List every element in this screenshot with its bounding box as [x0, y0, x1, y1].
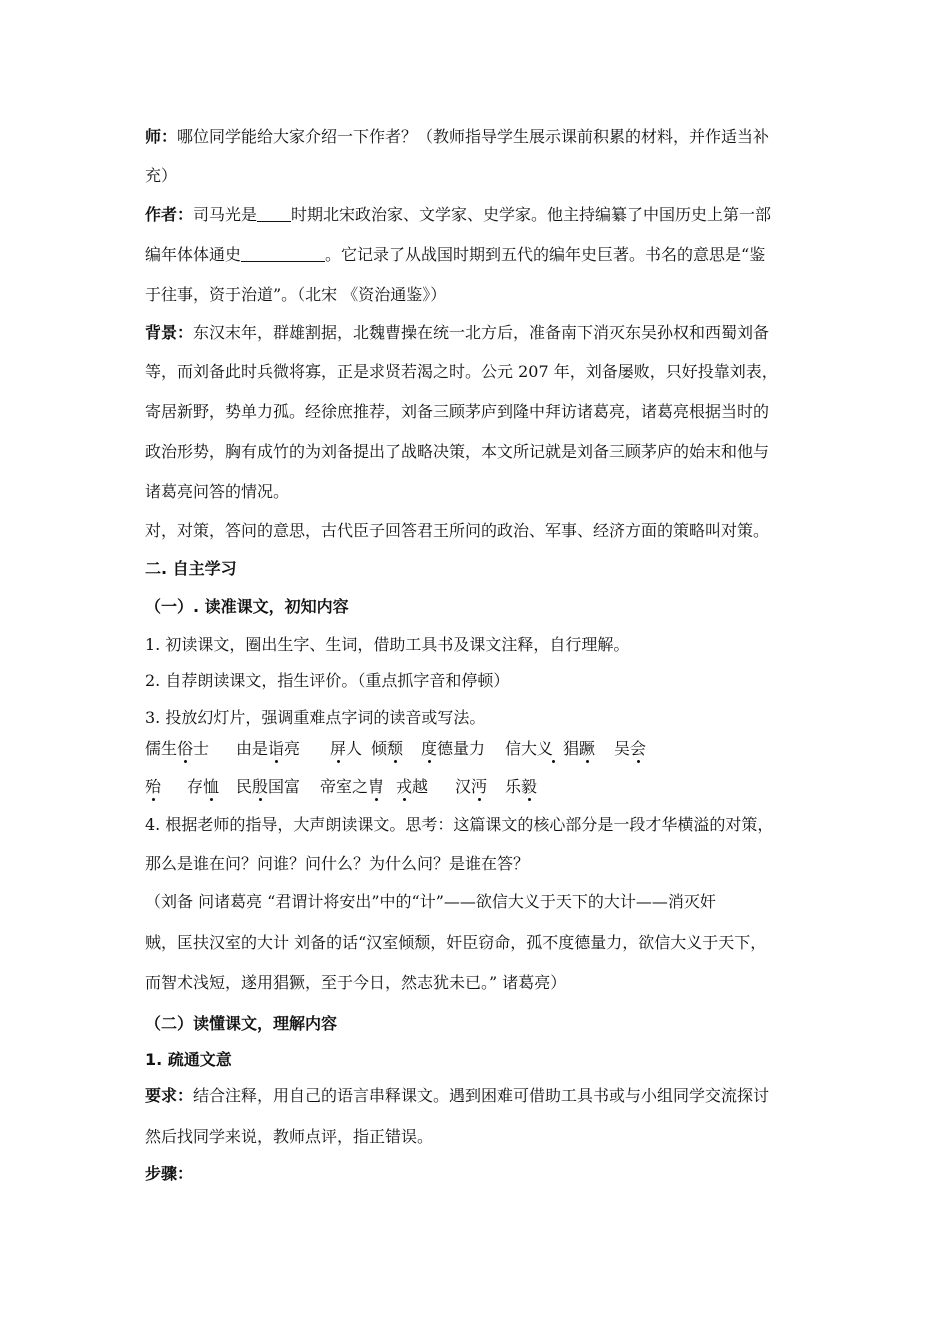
step-3: 3. 投放幻灯片，强调重难点字词的读音或写法。	[145, 708, 486, 727]
vocab-word: 度德量力	[421, 739, 486, 758]
requirement-line-2: 然后找同学来说，教师点评，指正错误。	[145, 1127, 434, 1146]
dui-note: 对，对策，答问的意思，古代臣子回答君王所问的政治、军事、经济方面的策略叫对策。	[145, 521, 770, 540]
blank-book-title	[241, 245, 325, 262]
speaker-label: 师：	[145, 127, 178, 146]
step-2: 2. 自荐朗读课文，指生评价。（重点抓字音和停顿）	[145, 671, 510, 690]
requirement-label: 要求：	[145, 1086, 194, 1105]
author-line-2	[145, 243, 765, 267]
steps-label: 步骤：	[145, 1164, 194, 1183]
step-1: 1. 初读课文，圈出生字、生词，借助工具书及课文注释，自行理解。	[145, 635, 630, 654]
vocab-word: 信大义	[505, 739, 554, 758]
background-label: 背景：	[145, 323, 194, 342]
subsection-heading-1: （一）. 读准课文，初知内容	[145, 597, 349, 616]
author-text-d: 。它记录了从战国时期到五代的编年史巨著。书名的意思是“鉴	[325, 245, 766, 264]
background-line-1	[145, 321, 769, 345]
teacher-question-line-2: 充）	[145, 166, 178, 185]
vocab-word: 儒生俗士	[145, 739, 210, 758]
vocab-word: 汉沔	[455, 777, 488, 796]
author-label: 作者：	[145, 205, 194, 224]
vocab-word: 殆	[145, 777, 162, 796]
answer-line-2: 贼，匡扶汉室的大计 刘备的话“汉室倾颓，奸臣窃命，孤不度德量力，欲信大义于天下，	[145, 933, 767, 952]
author-line-3: 于往事，资于治道”。（北宋 《资治通鉴》）	[145, 285, 447, 304]
teacher-question-line-1	[145, 125, 769, 149]
requirement-text: 结合注释，用自己的语言串释课文。遇到困难可借助工具书或与小组同学交流探讨	[193, 1086, 770, 1105]
author-text-b: 时期北宋政治家、文学家、史学家。他主持编纂了中国历史上第一部	[291, 205, 772, 224]
vocab-word: 民殷国富	[236, 777, 301, 796]
subsection-heading-2: （二）读懂课文，理解内容	[145, 1014, 338, 1033]
vocab-word: 乐毅	[505, 777, 538, 796]
background-line-2: 等，而刘备此时兵微将寡，正是求贤若渴之时。公元 207 年，刘备屡败，只好投靠刘表，	[145, 362, 778, 381]
answer-line-1: （刘备 问诸葛亮 “君谓计将安出”中的“计”——欲信大义于天下的大计——消灭奸	[145, 892, 716, 911]
vocab-word: 存恤	[187, 777, 220, 796]
background-line-3: 寄居新野，势单力孤。经徐庶推荐，刘备三顾茅庐到隆中拜访诸葛亮，诸葛亮根据当时的	[145, 402, 770, 421]
step-4-line-2: 那么是谁在问？问谁？问什么？为什么问？是谁在答？	[145, 854, 530, 873]
teacher-question-text: 哪位同学能给大家介绍一下作者？（教师指导学生展示课前积累的材料，并作适当补	[177, 127, 770, 146]
vocab-word: 倾颓	[371, 739, 404, 758]
answer-line-3: 而智术浅短，遂用猖獗，至于今日，然志犹未已。” 诸葛亮）	[145, 973, 567, 992]
vocab-word: 戎越	[396, 777, 429, 796]
step-4-line-1: 4. 根据老师的指导，大声朗读课文。思考：这篇课文的核心部分是一段才华横溢的对策，	[145, 815, 774, 834]
vocab-word: 由是诣亮	[236, 739, 301, 758]
section-heading-2: 二. 自主学习	[145, 559, 237, 578]
vocab-word: 猖蹶	[563, 739, 596, 758]
requirement-line-1	[145, 1084, 769, 1108]
background-text-1: 东汉末年，群雄割据，北魏曹操在统一北方后，准备南下消灭东吴孙权和西蜀刘备	[193, 323, 770, 342]
background-line-4: 政治形势，胸有成竹的为刘备提出了战略决策，本文所记就是刘备三顾茅庐的始末和他与	[145, 442, 770, 461]
author-line-1	[145, 203, 771, 227]
vocab-word: 屏人	[330, 739, 363, 758]
author-text-a: 司马光是	[193, 205, 258, 224]
author-text-c: 编年体体通史	[145, 245, 242, 264]
vocab-word: 帝室之胄	[320, 777, 385, 796]
vocab-word: 吴会	[614, 739, 647, 758]
background-line-5: 诸葛亮问答的情况。	[145, 482, 290, 501]
blank-era	[257, 205, 291, 222]
item-1-heading: 1. 疏通文意	[145, 1050, 232, 1069]
